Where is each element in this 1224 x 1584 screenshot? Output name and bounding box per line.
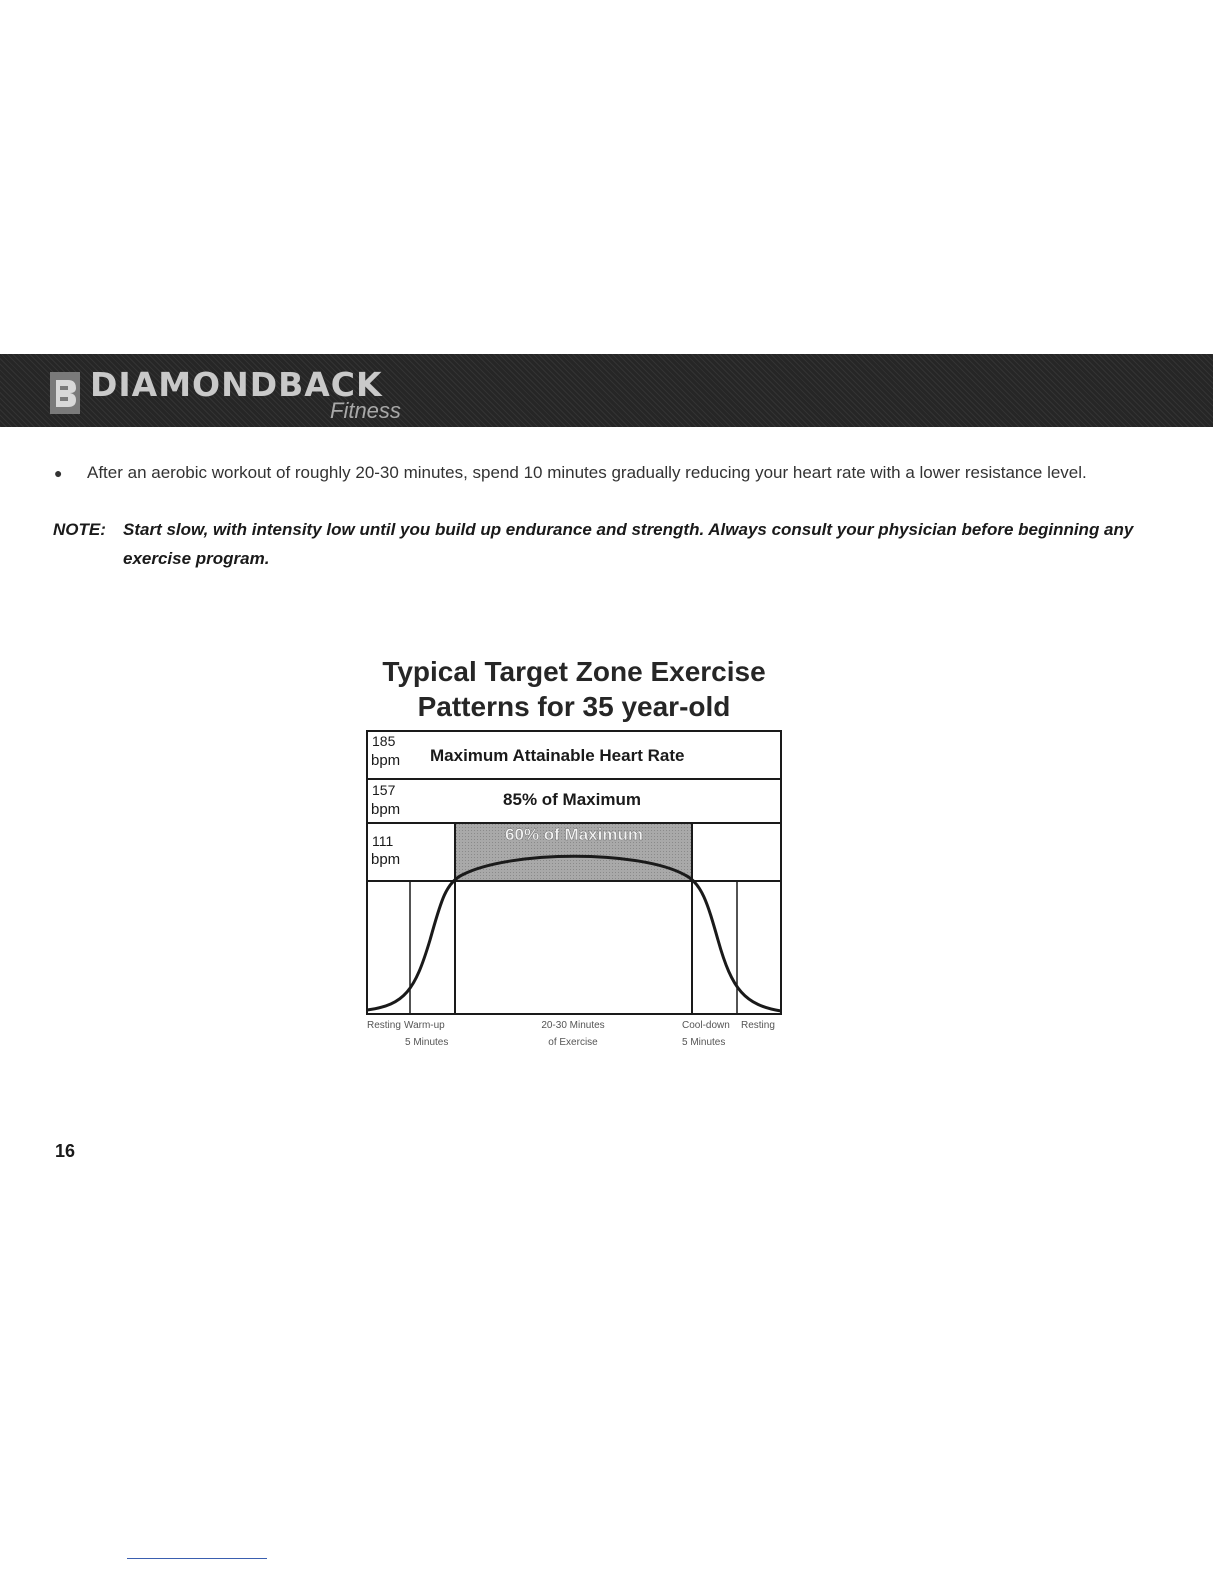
chart-title bbox=[330, 654, 818, 724]
phase-warmup-duration: 5 Minutes bbox=[405, 1037, 449, 1048]
phase-exercise-sub: of Exercise bbox=[548, 1037, 598, 1048]
zone-111-bpm: 111 bbox=[372, 833, 394, 849]
bullet-text: After an aerobic workout of roughly 20-30 minutes, spend 10 minutes gradually reducing your heart rate with a lower resistance level. bbox=[87, 463, 1087, 482]
phase-warmup: Warm-up bbox=[404, 1020, 445, 1031]
chart-title-line-2: Patterns for 35 year-old bbox=[417, 691, 731, 722]
brand-subtitle: Fitness bbox=[330, 398, 401, 423]
zone-111-label: 60% of Maximum bbox=[505, 825, 643, 844]
zone-111-unit: bpm bbox=[371, 851, 401, 868]
zone-157-unit: bpm bbox=[371, 801, 401, 818]
header-band bbox=[0, 354, 1213, 427]
zone-185-bpm: 185 bbox=[372, 733, 396, 749]
diamondback-logo-icon bbox=[50, 372, 80, 414]
footer-rule bbox=[127, 1558, 267, 1559]
phase-cooldown: Cool-down bbox=[682, 1020, 730, 1031]
phase-resting-end: Resting bbox=[741, 1020, 775, 1031]
bullet-dot: ● bbox=[54, 465, 63, 481]
zone-157-label: 85% of Maximum bbox=[503, 790, 641, 809]
note-label: NOTE: bbox=[53, 520, 106, 539]
zone-157-bpm: 157 bbox=[372, 782, 396, 798]
target-zone-chart bbox=[360, 725, 790, 1055]
note-text: Start slow, with intensity low until you build up endurance and strength. Always consult your physician before beginning any exercise program. bbox=[123, 520, 1134, 568]
phase-exercise: 20-30 Minutes bbox=[541, 1020, 605, 1031]
phase-cooldown-duration: 5 Minutes bbox=[682, 1037, 726, 1048]
zone-185-label: Maximum Attainable Heart Rate bbox=[430, 746, 685, 765]
note bbox=[53, 515, 1153, 573]
bullet-item bbox=[54, 459, 1154, 487]
brand-wordmark: DIAMONDBACK bbox=[90, 365, 383, 404]
zone-185-unit: bpm bbox=[371, 752, 401, 769]
page-number: 16 bbox=[55, 1141, 76, 1161]
chart-title-line-1: Typical Target Zone Exercise bbox=[382, 656, 766, 687]
phase-resting-start: Resting bbox=[367, 1020, 401, 1031]
